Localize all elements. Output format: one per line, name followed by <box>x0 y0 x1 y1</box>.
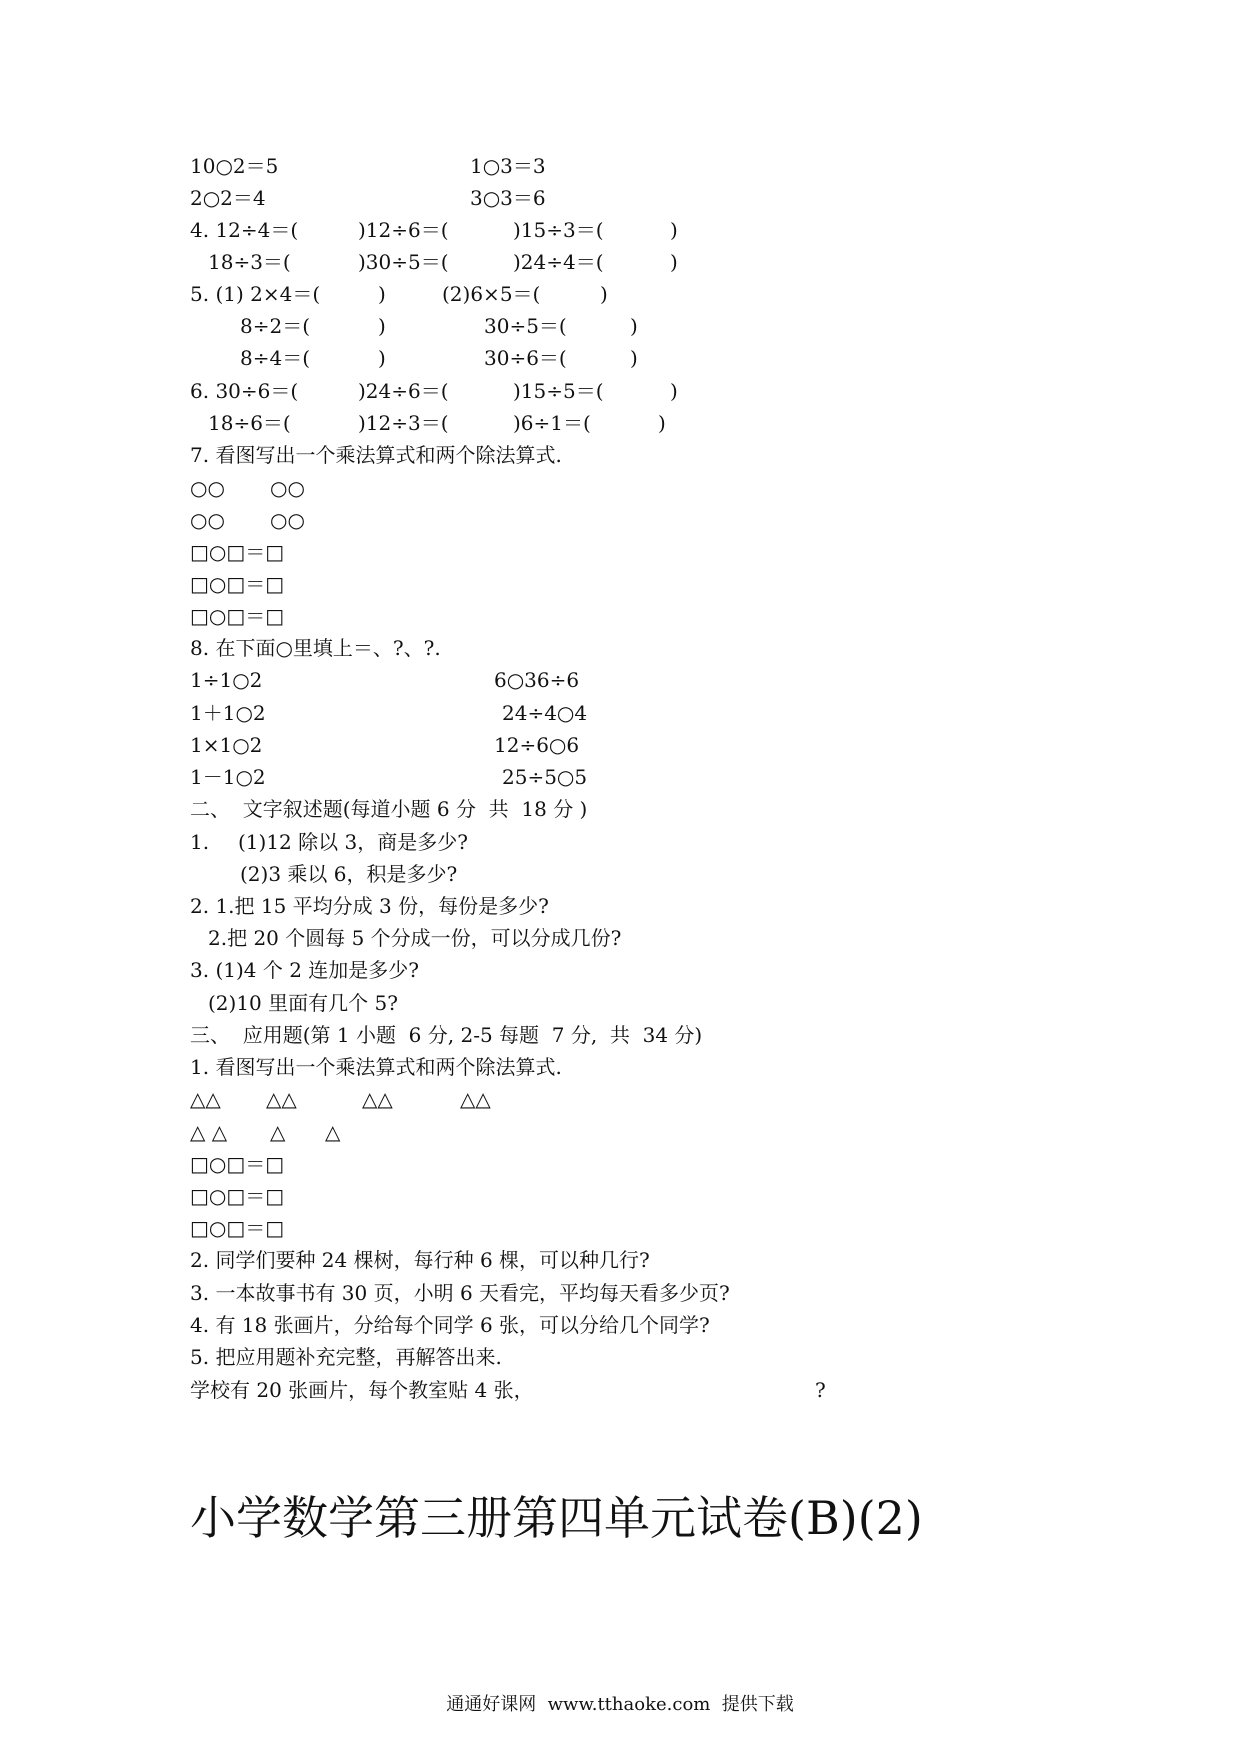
q4-row1-part-1: 4. 12÷4＝( <box>190 218 299 242</box>
s2-q3a-part-1: 3. (1)4 个 2 连加是多少? <box>190 958 420 982</box>
s2-q2b-part-1: 2.把 20 个圆每 5 个分成一份，可以分成几份? <box>208 926 622 950</box>
q8-row1-part-1: 1÷1○2 <box>190 668 263 692</box>
q5-row2-part-2: ) <box>378 314 386 338</box>
q5-row3-part-1: 8÷4＝( <box>240 346 311 370</box>
q5-row3-part-2: ) <box>378 346 386 370</box>
q5-row3-part-3: 30÷6＝( <box>484 346 567 370</box>
eq-2o2-part-1: 2○2＝4 <box>190 186 266 210</box>
s3-q5 <box>0 1341 1240 1373</box>
s3-q4-part-1: 4. 有 18 张画片，分给每个同学 6 张，可以分给几个同学? <box>190 1313 710 1337</box>
s3-q1-title-part-1: 1. 看图写出一个乘法算式和两个除法算式. <box>190 1055 562 1079</box>
q7-blank-3 <box>0 600 1240 632</box>
q5-row2-part-1: 8÷2＝( <box>240 314 311 338</box>
exam-title: 小学数学第三册第四单元试卷(B)(2) <box>190 1491 923 1545</box>
q7-title-part-1: 7. 看图写出一个乘法算式和两个除法算式. <box>190 443 562 467</box>
s3-triangles-1 <box>0 1083 1240 1115</box>
q6-row1-part-1: 6. 30÷6＝( <box>190 379 299 403</box>
q6-row2-part-1: 18÷6＝( <box>208 411 291 435</box>
s3-triangles-1-part-4: △△ <box>460 1087 491 1111</box>
s3-triangles-1-part-2: △△ <box>266 1087 297 1111</box>
q7-circles-2-part-1: ○○ <box>190 508 225 532</box>
section-3-heading <box>0 1019 1240 1051</box>
s3-q4 <box>0 1309 1240 1341</box>
q5-row1-part-1: 5. (1) 2×4＝( <box>190 282 321 306</box>
q7-blank-1 <box>0 536 1240 568</box>
q5-row1-part-4: ) <box>600 282 608 306</box>
q4-row2-part-2: )30÷5＝( <box>358 250 449 274</box>
q7-circles-2-part-2: ○○ <box>270 508 305 532</box>
s2-q1a-part-2: (1)12 除以 3，商是多少? <box>238 830 468 854</box>
s2-q3a <box>0 954 1240 986</box>
q4-row2-part-3: )24÷4＝( <box>513 250 604 274</box>
q4-row1-part-4: ) <box>670 218 678 242</box>
section-2-heading <box>0 793 1240 825</box>
eq-2o2 <box>0 182 1240 214</box>
q6-row1-part-2: )24÷6＝( <box>358 379 449 403</box>
s3-q3 <box>0 1277 1240 1309</box>
s3-triangles-1-part-1: △△ <box>190 1087 221 1111</box>
s2-q2a <box>0 890 1240 922</box>
q4-row1 <box>0 214 1240 246</box>
s3-blank-1 <box>0 1148 1240 1180</box>
eq-10o2-part-1: 10○2＝5 <box>190 154 279 178</box>
q5-row3 <box>0 342 1240 374</box>
s3-q1-title <box>0 1051 1240 1083</box>
eq-10o2 <box>0 150 1240 182</box>
s3-blank-3 <box>0 1212 1240 1244</box>
s3-blank-3-part-1: □○□＝□ <box>190 1216 285 1240</box>
q7-title <box>0 439 1240 471</box>
q8-row2-part-2: 24÷4○4 <box>502 701 588 725</box>
q4-row2 <box>0 246 1240 278</box>
q8-title <box>0 632 1240 664</box>
q5-row1-part-2: ) <box>378 282 386 306</box>
s2-q2a-part-1: 2. 1.把 15 平均分成 3 份，每份是多少? <box>190 894 549 918</box>
q6-row1 <box>0 375 1240 407</box>
q5-row2-part-4: ) <box>630 314 638 338</box>
s2-q1a-part-1: 1. <box>190 830 210 854</box>
q8-row4 <box>0 761 1240 793</box>
q8-row1 <box>0 664 1240 696</box>
q4-row2-part-4: ) <box>670 250 678 274</box>
q6-row2-part-2: )12÷3＝( <box>358 411 449 435</box>
s3-blank-2 <box>0 1180 1240 1212</box>
s3-q5-part-1: 5. 把应用题补充完整，再解答出来. <box>190 1345 502 1369</box>
q7-circles-1 <box>0 472 1240 504</box>
q7-blank-2-part-1: □○□＝□ <box>190 572 285 596</box>
eq-10o2-part-2: 1○3＝3 <box>470 154 546 178</box>
s3-q2 <box>0 1244 1240 1276</box>
q8-title-part-1: 8. 在下面○里填上＝、?、?. <box>190 636 441 660</box>
q6-row2-part-4: ) <box>658 411 666 435</box>
s3-q3-part-1: 3. 一本故事书有 30 页，小明 6 天看完，平均每天看多少页? <box>190 1281 730 1305</box>
q7-blank-3-part-1: □○□＝□ <box>190 604 285 628</box>
q6-row1-part-3: )15÷5＝( <box>513 379 604 403</box>
s3-q5-text-part-1: 学校有 20 张画片，每个教室贴 4 张， <box>190 1378 534 1402</box>
q5-row1-part-3: (2)6×5＝( <box>442 282 541 306</box>
q6-row2 <box>0 407 1240 439</box>
s3-triangles-2 <box>0 1116 1240 1148</box>
q8-row4-part-1: 1－1○2 <box>190 765 266 789</box>
s3-blank-1-part-1: □○□＝□ <box>190 1152 285 1176</box>
s2-q1b <box>0 858 1240 890</box>
s3-triangles-2-part-1: △ △ <box>190 1120 228 1144</box>
q8-row2-part-1: 1＋1○2 <box>190 701 266 725</box>
q6-row1-part-4: ) <box>670 379 678 403</box>
q5-row3-part-4: ) <box>630 346 638 370</box>
q7-blank-2 <box>0 568 1240 600</box>
q8-row3 <box>0 729 1240 761</box>
s2-q1b-part-1: (2)3 乘以 6，积是多少? <box>240 862 458 886</box>
q5-row1 <box>0 278 1240 310</box>
q8-row2 <box>0 697 1240 729</box>
q4-row1-part-3: )15÷3＝( <box>513 218 604 242</box>
s3-triangles-1-part-3: △△ <box>362 1087 393 1111</box>
s2-q2b <box>0 922 1240 954</box>
s2-q1a <box>0 826 1240 858</box>
s3-triangles-2-part-3: △ <box>325 1120 341 1144</box>
q8-row3-part-2: 12÷6○6 <box>494 733 580 757</box>
q5-row2 <box>0 310 1240 342</box>
q6-row2-part-3: )6÷1＝( <box>513 411 591 435</box>
section-3-heading-part-1: 三、 应用题(第 1 小题 6 分, 2-5 每题 7 分, 共 34 分) <box>190 1023 703 1047</box>
q7-circles-2 <box>0 504 1240 536</box>
s2-q3b-part-1: (2)10 里面有几个 5? <box>208 991 398 1015</box>
s3-q5-text <box>0 1374 1240 1406</box>
q4-row1-part-2: )12÷6＝( <box>358 218 449 242</box>
q8-row3-part-1: 1×1○2 <box>190 733 263 757</box>
q8-row4-part-2: 25÷5○5 <box>502 765 588 789</box>
eq-2o2-part-2: 3○3＝6 <box>470 186 546 210</box>
q5-row2-part-3: 30÷5＝( <box>484 314 567 338</box>
download-footer: 通通好课网 www.tthaoke.com 提供下载 <box>446 1694 794 1715</box>
q7-circles-1-part-2: ○○ <box>270 476 305 500</box>
q8-row1-part-2: 6○36÷6 <box>494 668 580 692</box>
q4-row2-part-1: 18÷3＝( <box>208 250 291 274</box>
section-2-heading-part-1: 二、 文字叙述题(每道小题 6 分 共 18 分 ) <box>190 797 588 821</box>
s3-q2-part-1: 2. 同学们要种 24 棵树，每行种 6 棵，可以种几行? <box>190 1248 650 1272</box>
s3-q5-text-part-2: ? <box>815 1378 826 1402</box>
s3-triangles-2-part-2: △ <box>270 1120 286 1144</box>
s2-q3b <box>0 987 1240 1019</box>
s3-blank-2-part-1: □○□＝□ <box>190 1184 285 1208</box>
q7-circles-1-part-1: ○○ <box>190 476 225 500</box>
q7-blank-1-part-1: □○□＝□ <box>190 540 285 564</box>
